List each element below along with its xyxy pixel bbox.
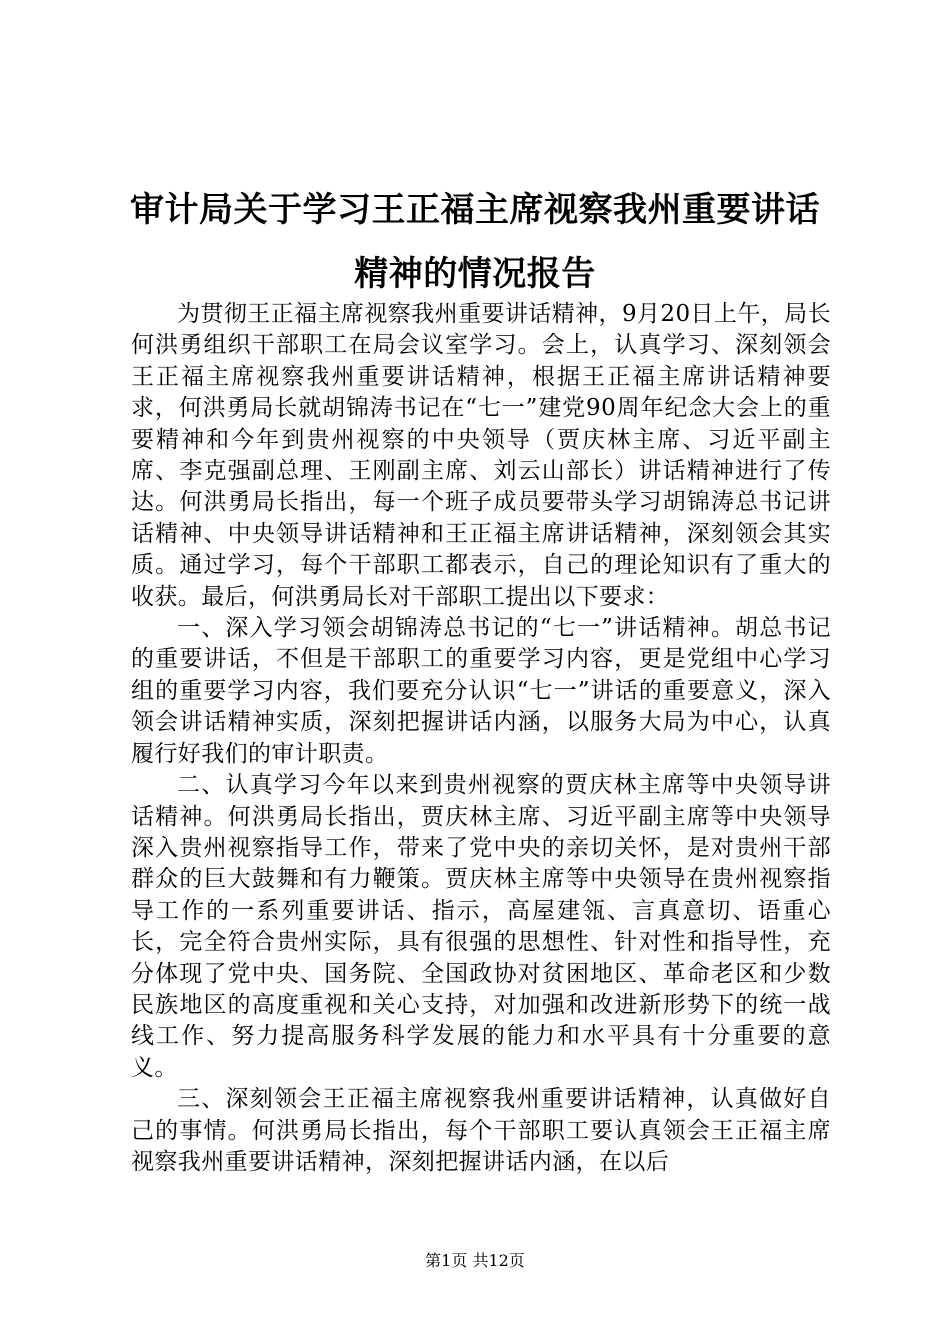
document-title-line1: 审计局关于学习王正福主席视察我州重要讲话 [130, 190, 820, 230]
paragraph-point-two: 二、认真学习今年以来到贵州视察的贾庆林主席等中央领导讲话精神。何洪勇局长指出，贾庆林主席、习近平副主席等中央领导深入贵州视察指导工作，带来了党中央的亲切关怀，是对贵州干部群众的巨大鼓舞和有力鞭策。贾庆林主席等中央领导在贵州视察指导工作的一系列重要讲话、指示，高屋建瓴、言真意切、语重心长，完全符合贵州实际，具有很强的思想性、针对性和指导性，充分体现了党中央、国务院、全国政协对贫困地区、革命老区和少数民族地区的高度重视和关心支持，对加强和改进新形势下的统一战线工作、努力提高服务科学发展的能力和水平具有十分重要的意义。 [131, 772, 831, 1081]
page-number-footer: 第1页 共12页 [425, 1251, 525, 1270]
paragraph-point-three: 三、深刻领会王正福主席视察我州重要讲话精神，认真做好自己的事情。何洪勇局长指出，每个干部职工要认真领会王正福主席视察我州重要讲话精神，深刻把握讲话内涵，在以后 [131, 1086, 831, 1175]
paragraph-intro: 为贯彻王正福主席视察我州重要讲话精神，9月20日上午，局长何洪勇组织干部职工在局会议室学习。会上，认真学习、深刻领会王正福主席视察我州重要讲话精神，根据王正福主席讲话精神要求，何洪勇局长就胡锦涛书记在“七一”建党90周年纪念大会上的重要精神和今年到贵州视察的中央领导（贾庆林主席、习近平副主席、李克强副总理、王刚副主席、刘云山部长）讲话精神进行了传达。何洪勇局长指出，每一个班子成员要带头学习胡锦涛总书记讲话精神、中央领导讲话精神和王正福主席讲话精神，深刻领会其实质。通过学习，每个干部职工都表示，自己的理论知识有了重大的收获。最后，何洪勇局长对干部职工提出以下要求： [131, 301, 831, 610]
document-title-line2: 精神的情况报告 [354, 254, 596, 294]
document-body [131, 299, 831, 1178]
paragraph-point-one: 一、深入学习领会胡锦涛总书记的“七一”讲话精神。胡总书记的重要讲话，不但是干部职工的重要学习内容，更是党组中心学习组的重要学习内容，我们要充分认识“七一”讲话的重要意义，深入领会讲话精神实质，深刻把握讲话内涵，以服务大局为中心，认真履行好我们的审计职责。 [131, 615, 831, 767]
